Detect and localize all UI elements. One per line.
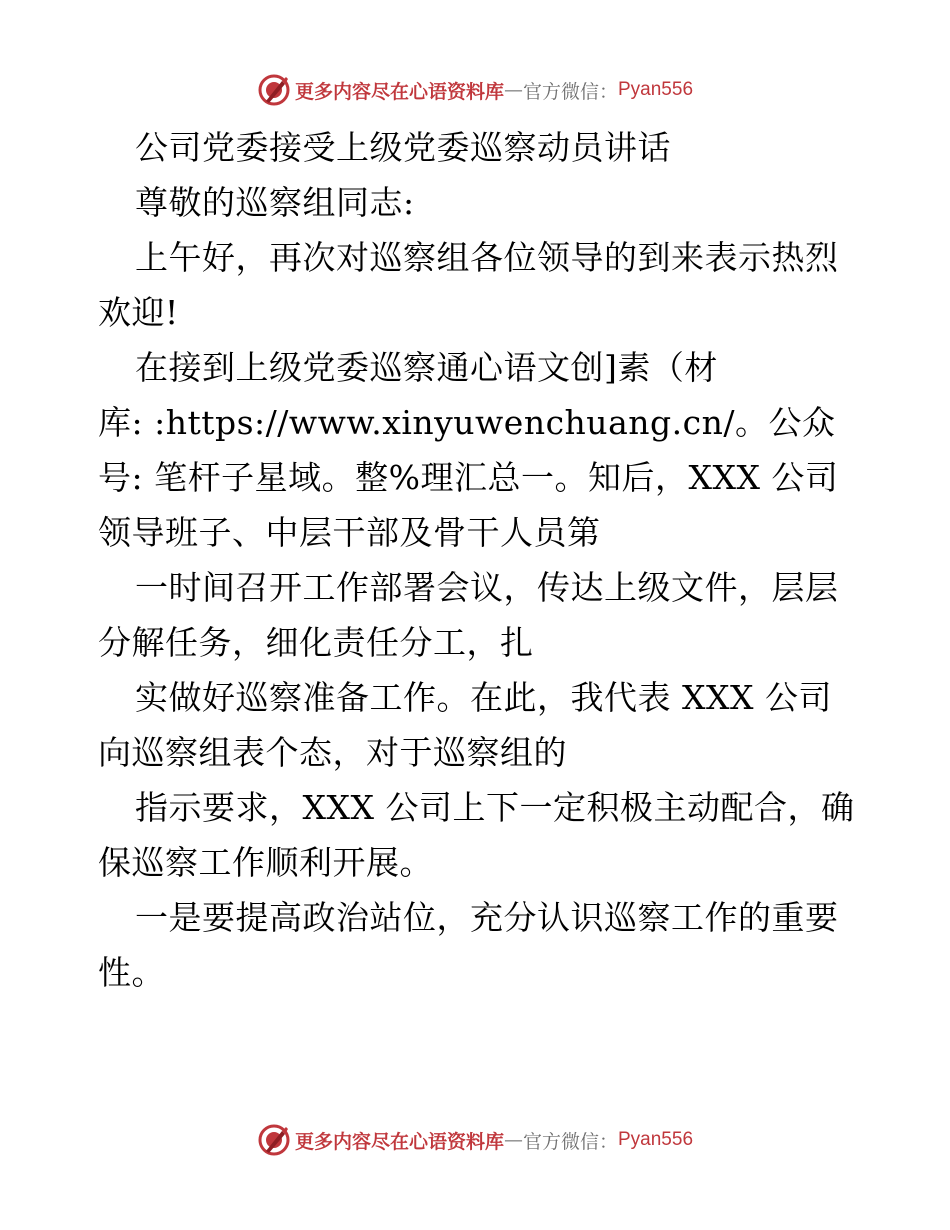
pen-logo-icon — [257, 1123, 291, 1157]
watermark-wechat-label: 官方微信： — [522, 80, 618, 103]
document-line: 尊敬的巡察组同志: — [135, 183, 415, 222]
document-body — [98, 120, 858, 1000]
header-watermark — [0, 70, 950, 110]
document-line: 性。 — [98, 953, 165, 992]
watermark-wechat-label: 官方微信： — [522, 1130, 618, 1153]
document-line: 实做好巡察准备工作。在此，我代表 XXX 公司 — [135, 678, 832, 717]
document-line: 欢迎! — [98, 293, 179, 332]
watermark-wechat-id: Pyan556 — [618, 79, 694, 100]
document-line: 一时间召开工作部署会议，传达上级文件，层层 — [135, 568, 839, 607]
document-line: 保巡察工作顺利开展。 — [98, 843, 433, 882]
document-line: 公司党委接受上级党委巡察动员讲话 — [135, 128, 671, 167]
watermark-text — [295, 77, 693, 104]
document-line: 向巡察组表个态，对于巡察组的 — [98, 733, 567, 772]
watermark-wechat-id: Pyan556 — [618, 1129, 694, 1150]
footer-watermark — [0, 1120, 950, 1160]
document-line: 一是要提高政治站位，充分认识巡察工作的重要 — [135, 898, 839, 937]
document-line: 分解任务，细化责任分工，扎 — [98, 623, 534, 662]
document-line: 在接到上级党委巡察通心语文创]素（材 — [135, 348, 718, 387]
watermark-title: 更多内容尽在心语资料库 — [294, 1130, 504, 1153]
watermark-dash: — — [503, 1129, 523, 1151]
document-line: 库: :https://www.xinyuwenchuang.cn/。公众 — [98, 403, 836, 442]
document-line: 号: 笔杆子星域。整%理汇总一。知后，XXX 公司 — [98, 458, 839, 497]
watermark-dash: — — [503, 79, 523, 101]
document-line: 领导班子、中层干部及骨干人员第 — [98, 513, 601, 552]
document-line: 指示要求，XXX 公司上下一定积极主动配合，确 — [135, 788, 855, 827]
watermark-title: 更多内容尽在心语资料库 — [294, 80, 504, 103]
pen-logo-icon — [257, 73, 291, 107]
watermark-text — [295, 1127, 693, 1154]
document-line: 上午好，再次对巡察组各位领导的到来表示热烈 — [135, 238, 839, 277]
